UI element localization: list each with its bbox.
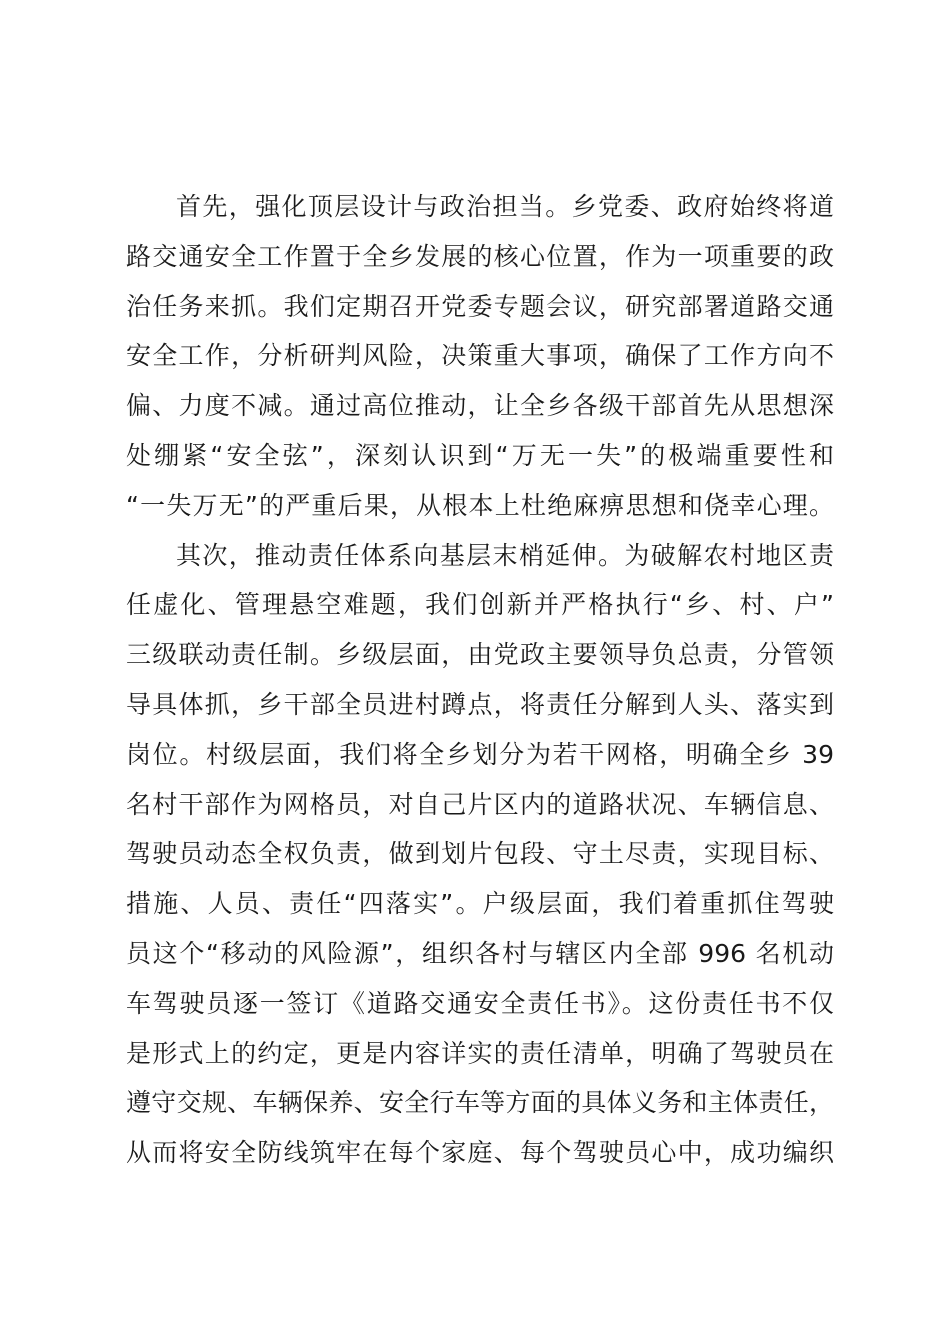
text-line: 任虚化、管理悬空难题，我们创新并严格执行“乡、村、户” [126, 590, 834, 620]
text-line: 首先，强化顶层设计与政治担当。乡党委、政府始终将道 [176, 192, 834, 221]
paragraph-top-level-design [126, 182, 834, 531]
text-line: 名村干部作为网格员，对自己片区内的道路状况、车辆信息、 [126, 789, 834, 819]
text-line: 路交通安全工作置于全乡发展的核心位置，作为一项重要的政 [126, 241, 834, 271]
text-line: 偏、力度不减。通过高位推动，让全乡各级干部首先从思想深 [126, 391, 834, 421]
text-line: 处绷紧“安全弦”，深刻认识到“万无一失”的极端重要性和 [126, 440, 834, 470]
text-line: 驾驶员动态全权负责，做到划片包段、守土尽责，实现目标、 [126, 839, 834, 869]
document-body [126, 182, 834, 1178]
text-line: 其次，推动责任体系向基层末梢延伸。为破解农村地区责 [176, 540, 834, 570]
text-line: 措施、人员、责任“四落实”。户级层面，我们着重抓住驾驶 [126, 889, 834, 919]
text-line: 导具体抓，乡干部全员进村蹲点，将责任分解到人头、落实到 [126, 689, 834, 719]
text-line: 岗位。村级层面，我们将全乡划分为若干网格，明确全乡 39 [126, 739, 834, 769]
text-line: 从而将安全防线筑牢在每个家庭、每个驾驶员心中，成功编织 [126, 1138, 834, 1168]
paragraph-responsibility-system [126, 531, 834, 1178]
text-line: 车驾驶员逐一签订《道路交通安全责任书》。这份责任书不仅 [126, 988, 834, 1018]
text-line: 员这个“移动的风险源”，组织各村与辖区内全部 996 名机动 [126, 938, 834, 968]
text-line: “一失万无”的严重后果，从根本上杜绝麻痹思想和侥幸心理。 [126, 490, 834, 520]
text-line: 是形式上的约定，更是内容详实的责任清单，明确了驾驶员在 [126, 1038, 834, 1068]
text-line: 遵守交规、车辆保养、安全行车等方面的具体义务和主体责任， [126, 1088, 834, 1118]
text-line: 三级联动责任制。乡级层面，由党政主要领导负总责，分管领 [126, 640, 834, 670]
text-line: 安全工作，分析研判风险，决策重大事项，确保了工作方向不 [126, 341, 834, 371]
text-line: 治任务来抓。我们定期召开党委专题会议，研究部署道路交通 [126, 291, 834, 321]
